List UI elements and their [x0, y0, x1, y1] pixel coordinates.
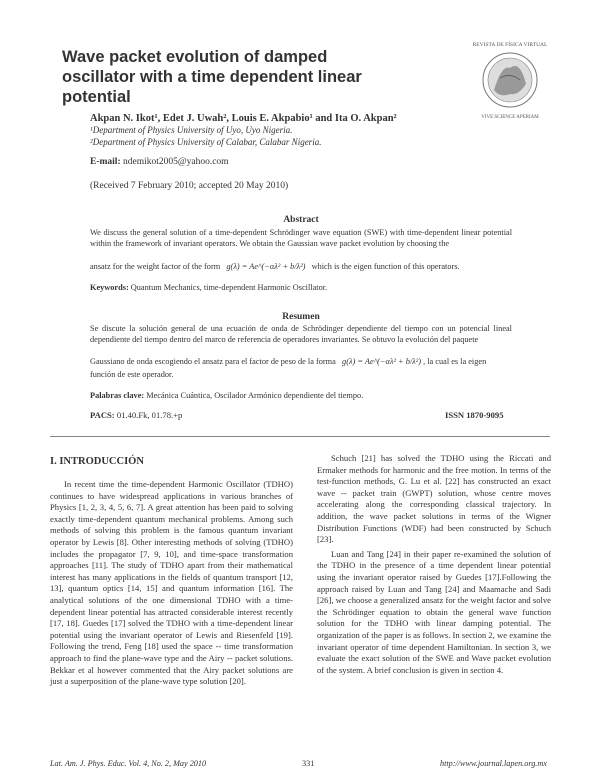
palabras-clave-value: Mecánica Cuántica, Oscilador Armónico dependiente del tiempo.	[146, 391, 364, 400]
resumen-heading: Resumen	[282, 312, 320, 322]
affiliation-1: ¹Department of Physics University of Uyo, Uyo Nigeria.	[90, 125, 293, 135]
section-heading-introduccion: I. INTRODUCCIÓN	[50, 456, 144, 467]
palabras-clave-line	[90, 391, 363, 400]
abstract-formula-tail: which is the eigen function of this operators.	[311, 262, 460, 271]
footer-journal: Lat. Am. J. Phys. Educ. Vol. 4, No. 2, May 2010	[50, 759, 207, 768]
pacs-label: PACS:	[90, 410, 115, 420]
paper-title: Wave packet evolution of damped oscillator with a time dependent linear potential	[62, 48, 362, 106]
divider	[50, 436, 550, 437]
logo-top-text: REVISTA DE FÍSICA VIRTUAL	[472, 42, 548, 48]
resumen-text: Se discute la solución general de una ecuación de onda de Schrödinger dependiente del tiempo con un potencial lineal dependiente del tiempo dentro del marco de referencia de operadores invariantes. Se obtuvo la evolución del paquete	[90, 324, 512, 345]
received-dates: (Received 7 February 2010; accepted 20 May 2010)	[90, 181, 289, 191]
left-column	[50, 479, 293, 688]
page-number: 331	[302, 759, 315, 768]
resumen-formula-tail: , la cual es la eigen	[423, 357, 487, 366]
abstract-formula-lead: ansatz for the weight factor of the form	[90, 262, 221, 271]
right-column	[317, 453, 551, 676]
abstract-heading: Abstract	[283, 215, 319, 225]
affiliation-2: ²Department of Physics University of Calabar, Calabar Nigeria.	[90, 137, 322, 147]
resumen-formula-lead: Gaussiano de onda escogiendo el ansatz para el factor de peso de la forma	[90, 357, 336, 366]
intro-paragraph-1: In recent time the time-dependent Harmonic Oscillator (TDHO) continues to have widespread applications in various branches of Physics [1, 2, 3, 4, 5, 6, 7]. A great attention has been paid to solving exactly time-dependent quantum mechanical problems. Among such methods of solving this problem is the famous quantum invariant operator by Lewis [8]. Other interesting methods of solving (TDHO) includes the propagator [7, 9, 10], and time-space transformation approaches [11]. The study of TDHO apart from their mathematical interest has many applications in the fields of quantum transport [12, 13], quantum optics [14, 15] and quantum information [16]. The analytical solutions of the one dimensional TDHO with a time-dependent linear potential has attracted considerable interest recently [17, 18]. Guedes [17] solved the TDHO with a time-dependent linear potential using the invariant operator of Lewis and Riesenfeld [19]. Following the trend, Feng [18] used the space -- time transformation approach to find the plane-wave type and the Airy -- packet solutions. Bekkar et al however commented that the Airy packet solutions are just a superposition of the plane-wave type solution [20].	[50, 479, 293, 687]
abstract-formula: g(λ) = Ae^(−αλ² + b/λ²)	[226, 262, 306, 271]
logo-bottom-text: VIVE SCIENCE APERIAM	[481, 115, 539, 120]
email-line	[90, 157, 229, 167]
palabras-clave-label: Palabras clave:	[90, 391, 145, 400]
abstract-text: We discuss the general solution of a time-dependent Schrödinger wave equation (SWE) with time-dependent linear potential within the framework of invariant operators. We obtain the Gaussian wave packet evolution by choosing the	[90, 228, 512, 249]
keywords-label: Keywords:	[90, 283, 129, 292]
abstract-formula-line	[90, 262, 460, 271]
resumen-formula-line	[90, 357, 486, 366]
pacs-value: 01.40.Fk, 01.78.+p	[116, 410, 183, 420]
keywords-line	[90, 283, 327, 292]
intro-paragraph-3: Luan and Tang [24] in their paper re-examined the solution of the TDHO in the presence of a time dependent linear potential using the invariant operator raised by Guedes [17].Following the approach raised by Luan and Tang [24] and Maamache and Sadi [26], we choose a generalized ansatz for the weight factor and solve the Schrödinger equation to obtain the general wave function solution for the TDHO with linear damping potential. The organization of the paper is as follows. In section 2, we examine the invariant operator of time dependent Hamiltonian. In section 3, we evaluate the exact solution of the SWE and Wave packet evolution of the system. A brief conclusion is given in section 4.	[317, 548, 551, 675]
resumen-formula: g(λ) = Ae^(−αλ² + b/λ²)	[342, 357, 422, 366]
email-address[interactable]: ndemikot2005@yahoo.com	[122, 157, 229, 167]
intro-paragraph-2: Schuch [21] has solved the TDHO using the Riccati and Ermaker methods for harmonic and the free motion. In terms of the test-function methods, G. Lu et al. [22] has constructed an exact wave -- packet train (GWPT) solution, whose centre moves accelerating along the corresponding classical trajectory. In addition, the wave packet solutions in terms of the Wigner Distribution Functions (WDF) had been constructed by Schuch [23].	[317, 453, 551, 545]
email-label: E-mail:	[90, 157, 121, 167]
keywords-value: Quantum Mechanics, time-dependent Harmonic Oscillator.	[130, 283, 328, 292]
resumen-last-line: función de este operador.	[90, 370, 174, 379]
journal-logo	[470, 38, 550, 123]
issn: ISSN 1870-9095	[445, 410, 504, 420]
pacs-line	[90, 410, 182, 420]
authors: Akpan N. Ikot¹, Edet J. Uwah², Louis E. Akpabio¹ and Ita O. Akpan²	[90, 113, 397, 124]
footer-url[interactable]: http://www.journal.lapen.org.mx	[440, 759, 547, 768]
